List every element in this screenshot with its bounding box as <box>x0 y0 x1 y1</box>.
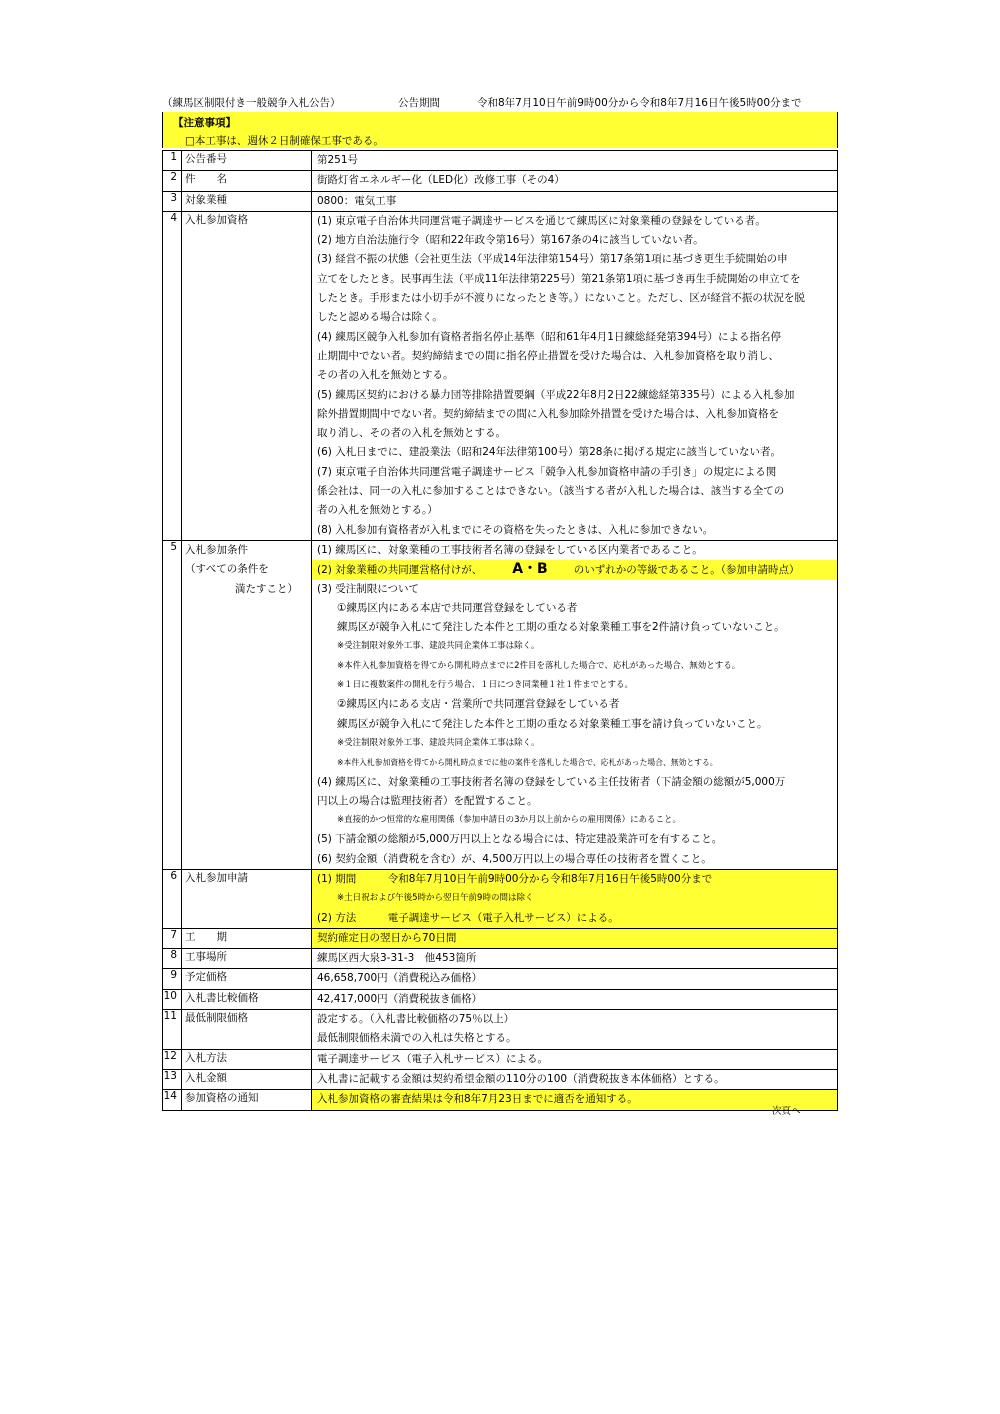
value-line: (2) 方法 電子調達サービス（電子入札サービス）による。 <box>317 911 619 924</box>
row-label <box>182 540 312 869</box>
table-row <box>163 1069 838 1089</box>
value-line: ※土日祝および午後5時から翌日午前9時の間は除く <box>337 893 534 904</box>
grade-value: A・B <box>512 561 548 578</box>
row-value <box>312 1090 838 1110</box>
row-number: 9 <box>163 969 182 989</box>
row-value <box>312 969 838 989</box>
row-number: 12 <box>163 1049 182 1069</box>
row-value <box>312 151 838 171</box>
row-label: 最低制限価格 <box>182 1010 312 1050</box>
value-line: ※受注制限対象外工事、建設共同企業体工事は除く。 <box>337 641 540 652</box>
grade-text-a: (2) 対象業種の共同運営格付けが、 <box>317 564 483 577</box>
value-line: したと認める場合は除く。 <box>317 311 443 324</box>
value-line: 取り消し、その者の入札を無効とする。 <box>317 427 506 440</box>
caution-line: □本工事は、週休２日制確保工事である。 <box>185 135 384 147</box>
row-value <box>312 540 838 869</box>
row-number: 2 <box>163 171 182 191</box>
value-line: (1) 練馬区に、対象業種の工事技術者名簿の登録をしている区内業者であること。 <box>317 543 703 556</box>
value-line: 者の入札を無効とする。） <box>317 504 438 517</box>
row-label: 公告番号 <box>182 151 312 171</box>
grade-text-b: のいずれかの等級であること。（参加申請時点） <box>573 564 800 577</box>
row-number: 7 <box>163 928 182 948</box>
table-row <box>163 928 838 948</box>
value-line: ※本件入札参加資格を得てから開札時点までに2件目を落札した場合で、応札があった場合、無効とする。 <box>337 660 741 671</box>
value-line: (3) 受注制限について <box>317 582 420 595</box>
row-value <box>312 1049 838 1069</box>
row-label: 対象業種 <box>182 191 312 211</box>
row-value <box>312 869 838 928</box>
row-label: 入札方法 <box>182 1049 312 1069</box>
table-row <box>163 191 838 211</box>
value-line: ※直接的かつ恒常的な雇用関係（参加申請日の3か月以上前からの雇用関係）にあること。 <box>337 815 682 826</box>
value-line: 電子調達サービス（電子入札サービス）による。 <box>317 1052 548 1065</box>
value-line: (4) 練馬区に、対象業種の工事技術者名簿の登録をしている主任技術者（下請金額の総額が5,000万 <box>317 775 786 788</box>
tender-details-table <box>162 150 838 1111</box>
value-line: ※１日に複数案件の開札を行う場合、１日につき同業種１社１件までとする。 <box>337 680 633 691</box>
table-row <box>163 1010 838 1050</box>
caution-title: 【注意事項】 <box>173 117 236 129</box>
caution-box <box>162 112 838 148</box>
value-line: (6) 入札日までに、建設業法（昭和24年法律第100号）第28条に掲げる規定に該当していない者。 <box>317 446 781 459</box>
value-line: (1) 東京電子自治体共同運営電子調達サービスを通じて練馬区に対象業種の登録をしている者。 <box>317 214 766 227</box>
row-value <box>312 949 838 969</box>
table-row <box>163 869 838 928</box>
value-line: 練馬区西大泉3-31-3 他453箇所 <box>317 952 477 965</box>
row-label: 予定価格 <box>182 969 312 989</box>
value-line: 街路灯省エネルギー化（LED化）改修工事（その4） <box>317 174 565 187</box>
row-number: 13 <box>163 1069 182 1089</box>
table-row <box>163 989 838 1009</box>
value-line: 立てをしたとき。民事再生法（平成11年法律第225号）第21条第1項に基づき再生手続開始の申立てを <box>317 272 801 285</box>
value-line: 最低制限価格未満での入札は失格とする。 <box>317 1032 517 1045</box>
value-line: (4) 練馬区競争入札参加有資格者指名停止基準（昭和61年4月1日練総経発第394号）による指名停 <box>317 330 781 343</box>
table-row <box>163 171 838 191</box>
value-line: (3) 経営不振の状態（会社更生法（平成14年法律第154号）第17条第1項に基づき更生手続開始の申 <box>317 253 788 266</box>
table-row <box>163 969 838 989</box>
row-number: 1 <box>163 151 182 171</box>
value-line: (8) 入札参加有資格者が入札までにその資格を失ったときは、入札に参加できない。 <box>317 523 714 536</box>
row-label: 工事場所 <box>182 949 312 969</box>
row-label: 件 名 <box>182 171 312 191</box>
grade-line <box>312 560 837 579</box>
value-line: ※受注制限対象外工事、建設共同企業体工事は除く。 <box>337 737 540 748</box>
row-number: 10 <box>163 989 182 1009</box>
table-row <box>163 211 838 540</box>
value-line: (5) 下請金額の総額が5,000万円以上となる場合には、特定建設業許可を有すること。 <box>317 833 723 846</box>
value-line: ②練馬区内にある支店・営業所で共同運営登録をしている者 <box>337 698 620 711</box>
table-row <box>163 540 838 869</box>
notice-header <box>162 93 837 111</box>
value-line: (2) 地方自治法施行令（昭和22年政令第16号）第167条の4に該当していない者。 <box>317 234 704 247</box>
value-line: ※本件入札参加資格を得てから開札時点までに他の案件を落札した場合で、応札があった場合、無効とする。 <box>337 758 718 768</box>
table-row <box>163 1049 838 1069</box>
value-line: 46,658,700円（消費税込み価格） <box>317 972 483 985</box>
label-line: 入札参加条件 <box>185 543 248 556</box>
label-line: （すべての条件を <box>185 563 269 576</box>
row-number: 4 <box>163 211 182 540</box>
row-value <box>312 211 838 540</box>
row-value <box>312 1069 838 1089</box>
value-line: 0800：電気工事 <box>317 194 397 207</box>
value-line: 除外措置期間中でない者。契約締結までの間に入札参加除外措置を受けた場合は、入札参加資格を <box>317 407 779 420</box>
value-line: 練馬区が競争入札にて発注した本件と工期の重なる対象業種工事を請け負っていないこと。 <box>337 717 768 730</box>
value-line: (5) 練馬区契約における暴力団等排除措置要綱（平成22年8月2日22練総経第335号）による入札参加 <box>317 388 795 401</box>
table-row <box>163 1090 838 1110</box>
value-line: 契約確定日の翌日から70日間 <box>317 931 457 944</box>
row-number: 3 <box>163 191 182 211</box>
value-line: 入札書に記載する金額は契約希望金額の110分の100（消費税抜き本体価格）とする。 <box>317 1072 725 1085</box>
value-line: 止期間中でない者。契約締結までの間に指名停止措置を受けた場合は、入札参加資格を取り消し、 <box>317 349 779 362</box>
value-line: 係会社は、同一の入札に参加することはできない。（該当する者が入札した場合は、該当する全ての <box>317 485 785 498</box>
value-line: 第251号 <box>317 154 359 166</box>
row-number: 11 <box>163 1010 182 1050</box>
period-label: 公告期間 <box>398 97 440 109</box>
row-value <box>312 989 838 1009</box>
value-line: したとき。手形または小切手が不渡りになったとき等。）にないこと。ただし、区が経営不振の状況を脱 <box>317 292 805 305</box>
row-number: 14 <box>163 1090 182 1110</box>
value-line: 42,417,000円（消費税抜き価格） <box>317 992 483 1005</box>
row-value <box>312 928 838 948</box>
next-page-note: 次頁へ <box>772 1106 801 1117</box>
row-value <box>312 1010 838 1050</box>
value-line: 設定する。（入札書比較価格の75％以上） <box>317 1013 515 1026</box>
value-line: その者の入札を無効とする。 <box>317 369 454 382</box>
row-label: 入札参加申請 <box>182 869 312 928</box>
table-row <box>163 151 838 171</box>
row-label: 参加資格の通知 <box>182 1090 312 1110</box>
label-line: 満たすこと） <box>235 582 298 595</box>
row-number: 8 <box>163 949 182 969</box>
row-label: 入札参加資格 <box>182 211 312 540</box>
row-value <box>312 191 838 211</box>
value-line: 円以上の場合は監理技術者）を配置すること。 <box>317 794 538 807</box>
value-line: (6) 契約金額（消費税を含む）が、4,500万円以上の場合専任の技術者を置くこと。 <box>317 852 712 865</box>
value-line: ①練馬区内にある本店で共同運営登録をしている者 <box>337 601 578 614</box>
value-line: 練馬区が競争入札にて発注した本件と工期の重なる対象業種工事を2件請け負っていないこと。 <box>337 621 785 634</box>
table-row <box>163 949 838 969</box>
value-line: (7) 東京電子自治体共同運営電子調達サービス「競争入札参加資格申請の手引き」の規定による関 <box>317 465 777 478</box>
row-label: 工 期 <box>182 928 312 948</box>
row-number: 6 <box>163 869 182 928</box>
value-line: 入札参加資格の審査結果は令和8年7月23日までに適否を通知する。 <box>317 1093 638 1106</box>
row-label: 入札書比較価格 <box>182 989 312 1009</box>
row-number: 5 <box>163 540 182 869</box>
row-label: 入札金額 <box>182 1069 312 1089</box>
period-value: 令和8年7月10日午前9時00分から令和8年7月16日午後5時00分まで <box>477 97 802 109</box>
row-value <box>312 171 838 191</box>
notice-type-title: （練馬区制限付き一般競争入札公告） <box>162 97 341 109</box>
value-line: (1) 期間 令和8年7月10日午前9時00分から令和8年7月16日午後5時00分まで <box>317 872 713 885</box>
